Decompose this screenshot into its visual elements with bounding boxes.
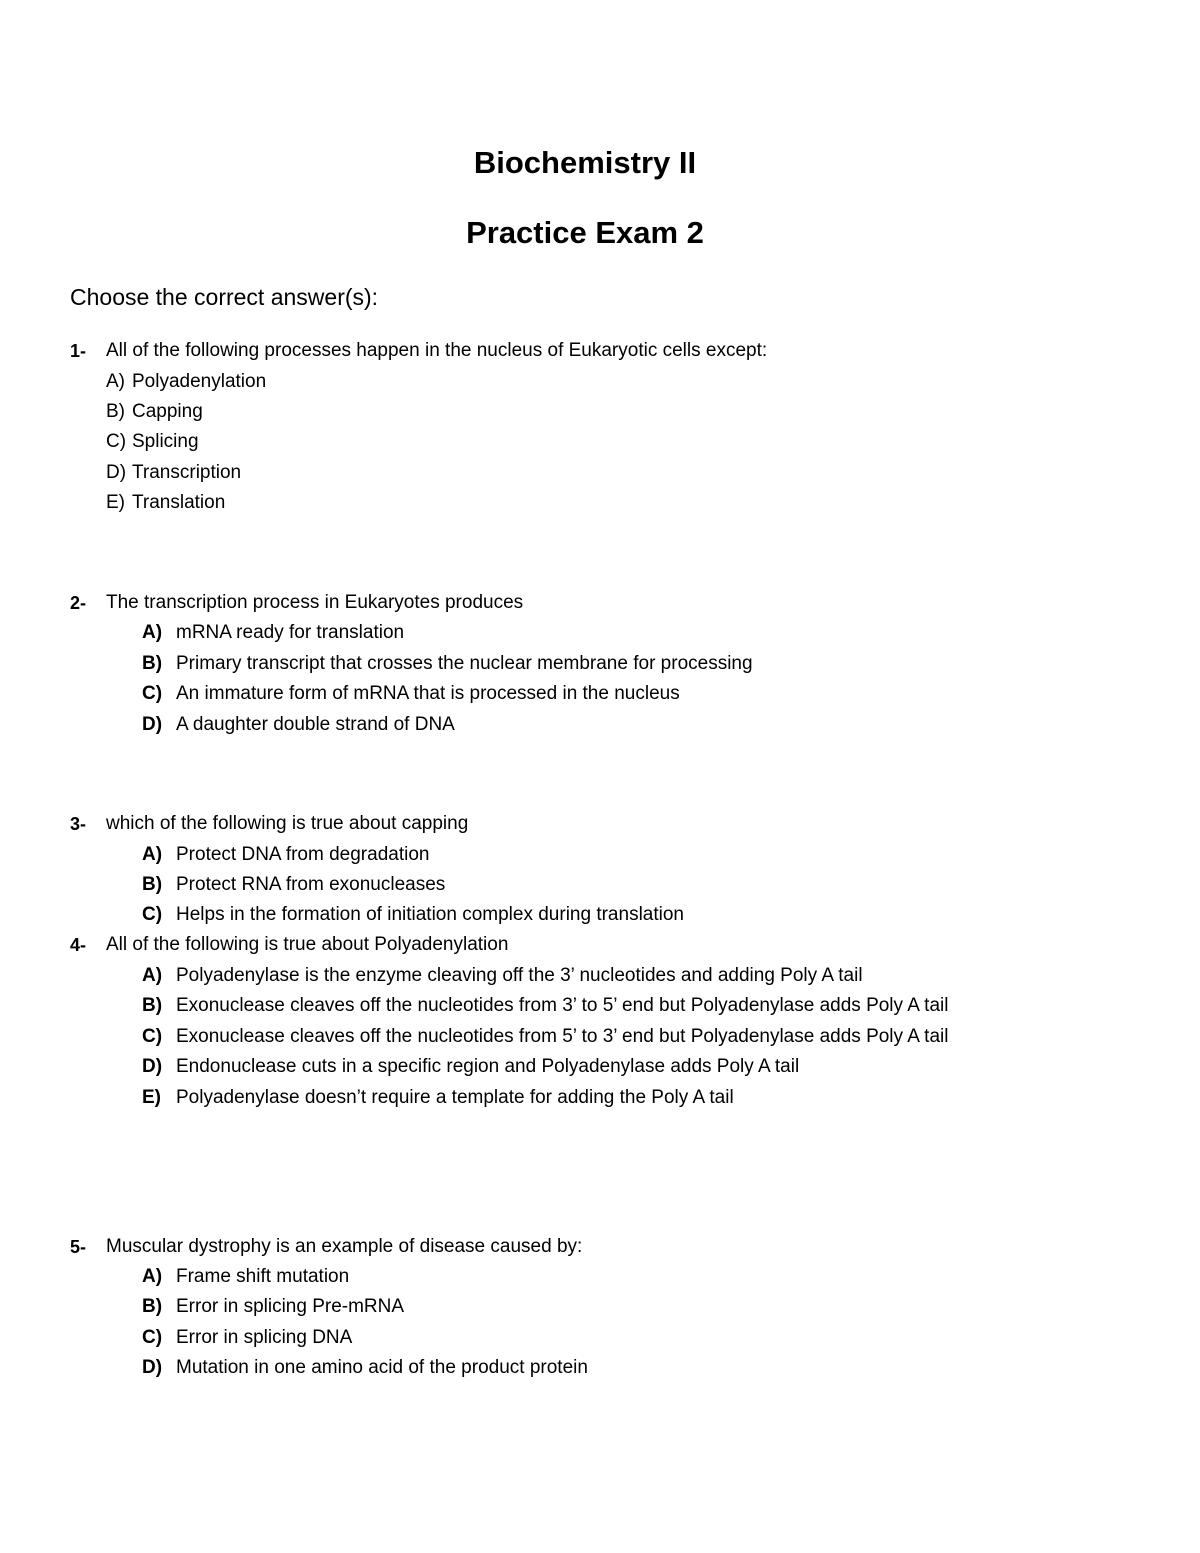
option-label: A) (106, 371, 125, 392)
option-label: C) (142, 683, 163, 704)
page-subtitle: Practice Exam 2 (466, 215, 704, 250)
option-text: Helps in the formation of initiation complex during translation (176, 904, 684, 925)
option-text: Protect DNA from degradation (176, 844, 430, 865)
option-label: E) (142, 1087, 161, 1108)
question-number: 4- (70, 935, 87, 955)
option-text: Primary transcript that crosses the nuclear membrane for processing (176, 653, 753, 674)
option-label: A) (142, 844, 163, 865)
option-text: Translation (132, 492, 226, 513)
option-text: Polyadenylase is the enzyme cleaving off the 3’ nucleotides and adding Poly A tail (176, 965, 863, 986)
option-label: C) (142, 1026, 163, 1047)
option-label: B) (142, 874, 163, 895)
option-text: Frame shift mutation (176, 1266, 350, 1287)
option-label: D) (106, 462, 127, 483)
option-label: D) (142, 1357, 163, 1378)
option-text: Exonuclease cleaves off the nucleotides from 5’ to 3’ end but Polyadenylase adds Poly A tail (176, 1026, 949, 1047)
option-text: A daughter double strand of DNA (176, 714, 455, 735)
option-text: Transcription (132, 462, 242, 483)
question-text: All of the following is true about Polyadenylation (106, 934, 509, 955)
option-label: A) (142, 965, 163, 986)
question-number: 3- (70, 814, 87, 834)
question-number: 1- (70, 341, 87, 361)
option-label: C) (142, 904, 163, 925)
option-text: Exonuclease cleaves off the nucleotides from 3’ to 5’ end but Polyadenylase adds Poly A tail (176, 995, 949, 1016)
option-text: An immature form of mRNA that is processed in the nucleus (176, 683, 680, 704)
instructions: Choose the correct answer(s): (70, 284, 379, 310)
option-text: Splicing (132, 431, 199, 452)
option-label: C) (142, 1327, 163, 1348)
option-label: D) (142, 1056, 163, 1077)
question-number: 5- (70, 1237, 87, 1257)
option-label: E) (106, 492, 125, 513)
option-text: Endonuclease cuts in a specific region and Polyadenylase adds Poly A tail (176, 1056, 800, 1077)
option-label: B) (142, 995, 163, 1016)
option-label: A) (142, 622, 163, 643)
option-text: Protect RNA from exonucleases (176, 874, 446, 895)
question-text: The transcription process in Eukaryotes produces (106, 592, 524, 613)
question-text: Muscular dystrophy is an example of disease caused by: (106, 1236, 583, 1257)
option-label: B) (142, 653, 163, 674)
option-label: B) (142, 1296, 163, 1317)
option-label: B) (106, 401, 125, 422)
option-text: Polyadenylation (132, 371, 267, 392)
option-label: D) (142, 714, 163, 735)
option-text: mRNA ready for translation (176, 622, 405, 643)
question-text: which of the following is true about capping (106, 813, 469, 834)
option-text: Polyadenylase doesn’t require a template for adding the Poly A tail (176, 1087, 734, 1108)
question-text: All of the following processes happen in the nucleus of Eukaryotic cells except: (106, 340, 768, 361)
option-text: Error in splicing Pre-mRNA (176, 1296, 405, 1317)
page-title: Biochemistry II (473, 145, 697, 180)
option-text: Error in splicing DNA (176, 1327, 353, 1348)
option-label: C) (106, 431, 127, 452)
option-text: Capping (132, 401, 203, 422)
option-text: Mutation in one amino acid of the product protein (176, 1357, 588, 1378)
option-label: A) (142, 1266, 163, 1287)
question-number: 2- (70, 593, 87, 613)
